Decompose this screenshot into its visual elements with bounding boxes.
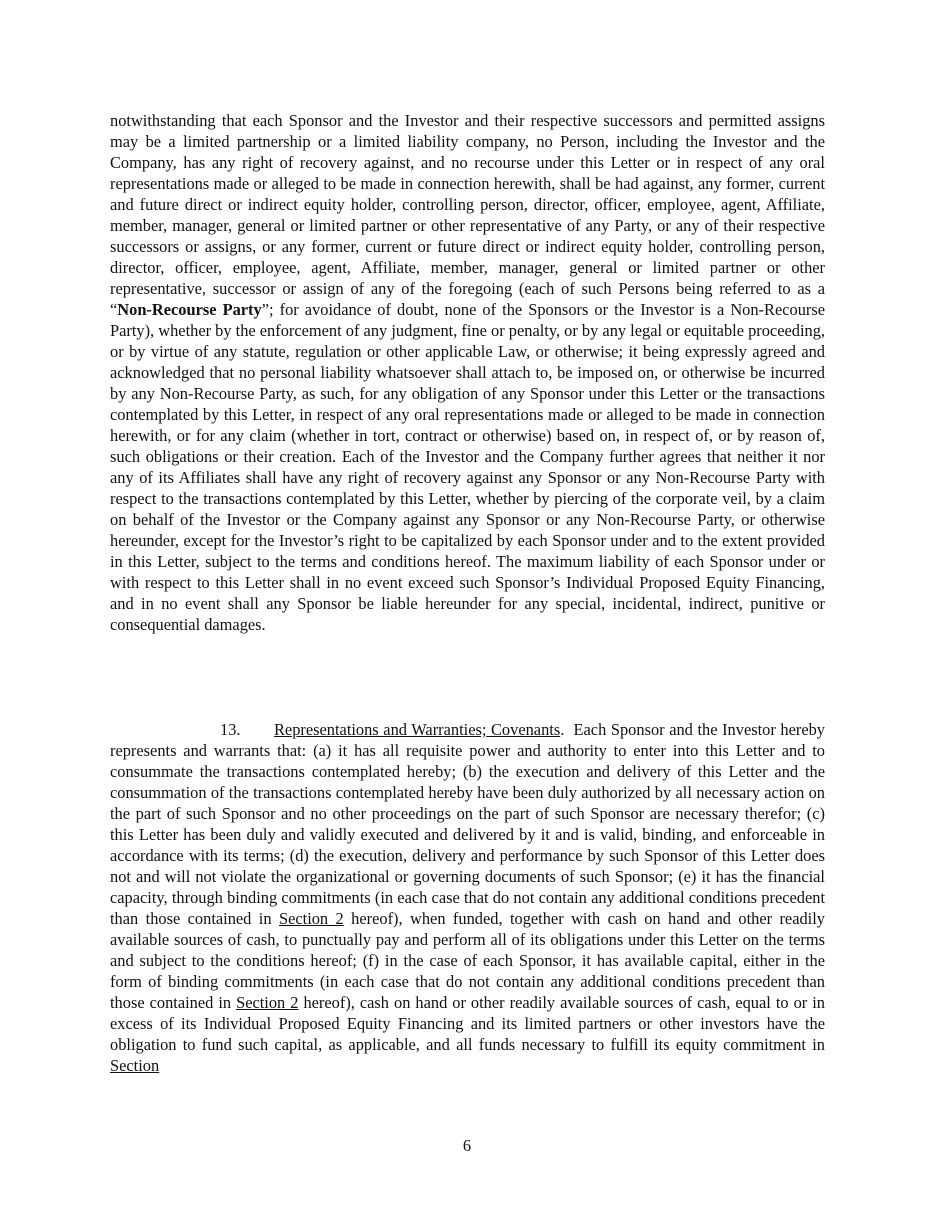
section-heading: Representations and Warranties; Covenants bbox=[274, 720, 561, 739]
section-number: 13. bbox=[220, 720, 241, 739]
paragraph-12-continuation bbox=[110, 110, 825, 635]
section-reference: Section bbox=[110, 1056, 160, 1075]
para-12-text-1: notwithstanding that each Sponsor and the Investor and their respective successors and permitted assigns may be a limited partnership or a limited liability company, no Person, including the Investor and the Company, has any right of recovery against, and no recourse under this Letter or in respect of any oral representations made or alleged to be made in connection herewith, shall be had against, any former, current and future direct or indirect equity holder, controlling person, director, officer, employee, agent, Affiliate, member, manager, general or limited partner or other representative of any Party, or any of their respective successors or assigns, or any former, current or future direct or indirect equity holder, controlling person, director, officer, employee, agent, Affiliate, member, manager, general or limited partner or other representative, successor or assign of any of the foregoing (each of such Persons being referred to as a “ bbox=[110, 111, 825, 319]
defined-term-non-recourse-party: Non-Recourse Party bbox=[117, 300, 262, 319]
para-13-text-1: Each Sponsor and the Investor hereby represents and warrants that: (a) it has all requisite power and authority to enter into this Letter and to consummate the transactions contemplated hereby; (b) the execution and delivery of this Letter and the consummation of the transactions contemplated hereby have been duly authorized by all necessary action on the part of such Sponsor and no other proceedings on the part of such Sponsor are necessary therefor; (c) this Letter has been duly and validly executed and delivered by it and is valid, binding, and enforceable in accordance with its terms; (d) the execution, delivery and performance by such Sponsor of this Letter does not and will not violate the organizational or governing documents of such Sponsor; (e) it has the financial capacity, through binding commitments (in each case that do not contain any additional conditions precedent than those contained in bbox=[110, 720, 826, 928]
paragraph-13 bbox=[110, 719, 825, 1076]
page-number: 6 bbox=[462, 1136, 472, 1155]
heading-period: . bbox=[560, 720, 574, 739]
para-13-text-2: hereof), when funded, together with cash on hand and other readily available sources of cash, to punctually pay and perform all of its obligations under this Letter on the terms and subject to the conditions hereof; (f) in the case of each Sponsor, it has available capital, either in the form of binding commitments (in each case that do not contain any additional conditions precedent than those contained in bbox=[110, 909, 825, 1012]
para-13-text-3: hereof), cash on hand or other readily available sources of cash, equal to or in excess of its Individual Proposed Equity Financing and its limited partners or other investors have the obligation to fund such capital, as applicable, and all funds necessary to fulfill its equity commitment in bbox=[110, 993, 825, 1054]
para-12-text-2: ”; for avoidance of doubt, none of the Sponsors or the Investor is a Non-Recourse Party), whether by the enforcement of any judgment, fine or penalty, or by any legal or equitable proceeding, or by virtue of any statute, regulation or other applicable Law, or otherwise; it being expressly agreed and acknowledged that no personal liability whatsoever shall attach to, be imposed on, or otherwise be incurred by any Non-Recourse Party, as such, for any obligation of any Sponsor under this Letter or the transactions contemplated by this Letter, in respect of any oral representations made or alleged to be made in connection herewith, or for any claim (whether in tort, contract or otherwise) based on, in respect of, or by reason of, such obligations or their creation. Each of the Investor and the Company further agrees that neither it nor any of its Affiliates shall have any right of recovery against any Sponsor or any Non-Recourse Party with respect to the transactions contemplated by this Letter, whether by piercing of the corporate veil, by a claim on behalf of the Investor or the Company against any Sponsor or any Non-Recourse Party, or otherwise hereunder, except for the Investor’s right to be capitalized by each Sponsor under and to the extent provided in this Letter, subject to the terms and conditions hereof. The maximum liability of each Sponsor under or with respect to this Letter shall in no event exceed such Sponsor’s Individual Proposed Equity Financing, and in no event shall any Sponsor be liable hereunder for any special, incidental, indirect, punitive or consequential damages. bbox=[110, 300, 825, 634]
section-2-reference: Section 2 bbox=[236, 993, 299, 1012]
section-2-reference: Section 2 bbox=[278, 909, 344, 928]
